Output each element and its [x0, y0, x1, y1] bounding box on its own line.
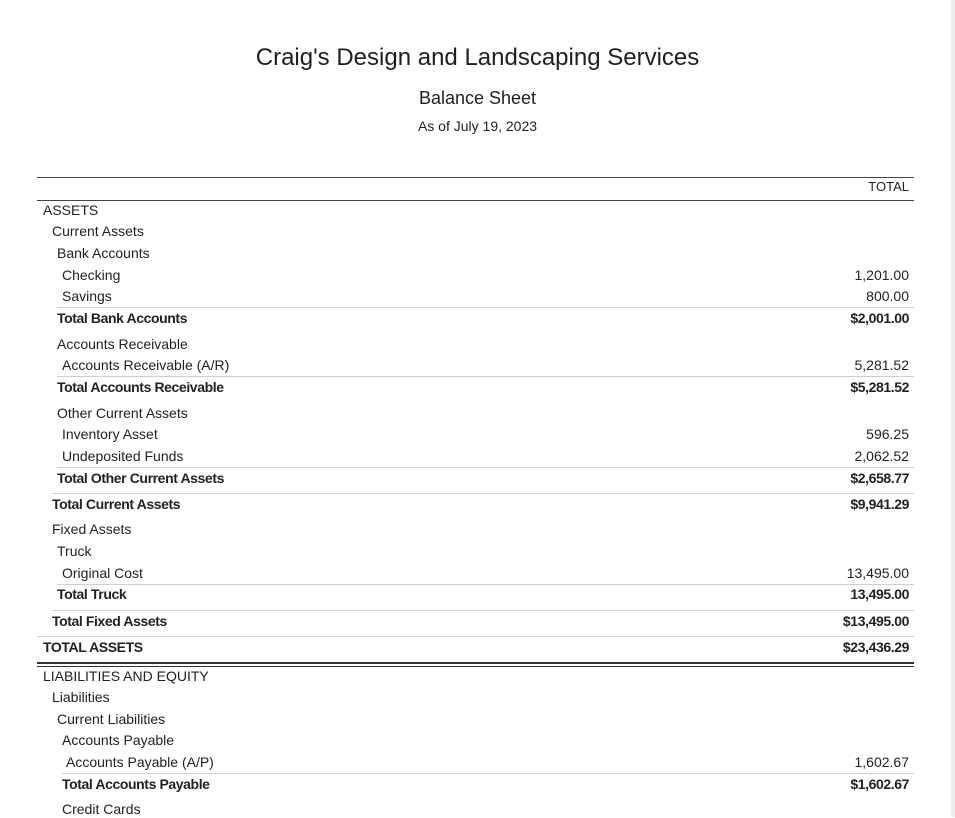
row-amount[interactable]: 2,062.52 [854, 448, 909, 464]
row-amount[interactable]: 1,602.67 [854, 754, 909, 770]
row-label: Accounts Receivable [57, 336, 188, 352]
report-date: As of July 19, 2023 [417, 118, 538, 134]
row-label: Savings [62, 288, 112, 304]
row-separator [52, 610, 914, 611]
double-rule-bottom [37, 666, 914, 667]
row-amount[interactable]: $23,436.29 [842, 639, 909, 655]
total-column-header: TOTAL [868, 179, 909, 194]
row-label: Accounts Payable (A/P) [66, 754, 214, 770]
row-separator [57, 467, 914, 468]
row-amount[interactable]: $9,941.29 [850, 496, 909, 512]
row-label: LIABILITIES AND EQUITY [43, 668, 209, 684]
row-amount[interactable]: $1,602.67 [850, 776, 909, 792]
row-amount[interactable]: 596.25 [866, 426, 909, 442]
row-separator [57, 376, 914, 377]
double-rule-top [37, 662, 914, 664]
row-label: Total Bank Accounts [57, 310, 188, 326]
row-amount[interactable]: 800.00 [866, 288, 909, 304]
row-label: Checking [62, 267, 121, 283]
row-label: ASSETS [43, 202, 99, 218]
row-amount[interactable]: 1,201.00 [854, 267, 909, 283]
row-separator [57, 307, 914, 308]
row-label: Accounts Payable [62, 732, 175, 748]
row-label: Original Cost [62, 565, 143, 581]
row-label: Undeposited Funds [62, 448, 184, 464]
row-separator [57, 584, 914, 585]
table-top-rule [37, 177, 914, 178]
row-label: Total Current Assets [52, 496, 181, 512]
row-label: Liabilities [52, 689, 110, 705]
row-amount[interactable]: $5,281.52 [850, 379, 909, 395]
header-bottom-rule [37, 200, 914, 201]
row-separator [52, 493, 914, 494]
row-label: Total Fixed Assets [52, 613, 167, 629]
row-amount[interactable]: 13,495.00 [850, 586, 909, 602]
row-separator [37, 636, 914, 637]
row-label: Total Accounts Payable [62, 776, 210, 792]
row-label: TOTAL ASSETS [43, 639, 143, 655]
row-label: Current Liabilities [57, 711, 166, 727]
row-amount[interactable]: $13,495.00 [842, 613, 909, 629]
row-label: Fixed Assets [52, 521, 132, 537]
row-label: Credit Cards [62, 801, 141, 817]
row-label: Total Truck [57, 586, 127, 602]
row-separator [62, 773, 914, 774]
report-title: Balance Sheet [418, 88, 537, 108]
row-amount[interactable]: 5,281.52 [854, 357, 909, 373]
row-amount[interactable]: $2,658.77 [850, 470, 909, 486]
row-amount[interactable]: $2,001.00 [850, 310, 909, 326]
row-amount[interactable]: 13,495.00 [846, 565, 909, 581]
row-label: Bank Accounts [57, 245, 150, 261]
row-label: Total Other Current Assets [57, 470, 224, 486]
row-label: Total Accounts Receivable [57, 379, 224, 395]
row-label: Accounts Receivable (A/R) [62, 357, 230, 373]
row-label: Truck [57, 543, 92, 559]
row-label: Inventory Asset [62, 426, 158, 442]
company-name: Craig's Design and Landscaping Services [255, 44, 700, 71]
row-label: Other Current Assets [57, 405, 188, 421]
row-label: Current Assets [52, 223, 144, 239]
